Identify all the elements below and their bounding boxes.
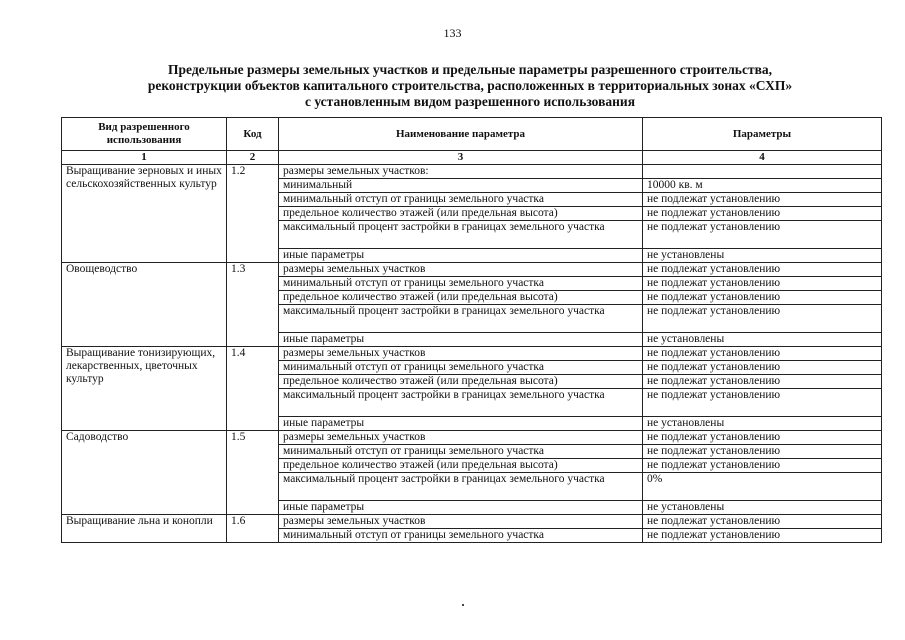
use-type-cell: Выращивание тонизирующих, лекарственных, цветочных культур [62, 347, 227, 431]
param-name-cell: иные параметры [279, 333, 643, 347]
header-param-name: Наименование параметра [279, 118, 643, 151]
param-name-cell: предельное количество этажей (или предельная высота) [279, 459, 643, 473]
param-value-cell: не подлежат установлению [643, 445, 882, 459]
param-name-cell: максимальный процент застройки в границах земельного участка [279, 473, 643, 501]
param-name-cell: размеры земельных участков [279, 263, 643, 277]
column-number: 4 [643, 151, 882, 165]
code-cell: 1.6 [227, 515, 279, 543]
param-value-cell: не подлежат установлению [643, 389, 882, 417]
param-value-cell: не подлежат установлению [643, 207, 882, 221]
param-value-cell: 0% [643, 473, 882, 501]
param-name-cell: предельное количество этажей (или предельная высота) [279, 207, 643, 221]
param-name-cell: минимальный отступ от границы земельного участка [279, 193, 643, 207]
param-name-cell: размеры земельных участков [279, 431, 643, 445]
param-name-cell: максимальный процент застройки в границах земельного участка [279, 389, 643, 417]
header-params: Параметры [643, 118, 882, 151]
parameters-table [61, 117, 882, 543]
use-type-cell: Выращивание льна и конопли [62, 515, 227, 543]
param-value-cell: не подлежат установлению [643, 263, 882, 277]
scan-artifact [462, 604, 464, 606]
param-value-cell: не подлежат установлению [643, 459, 882, 473]
param-name-cell: минимальный отступ от границы земельного участка [279, 529, 643, 543]
param-name-cell: минимальный отступ от границы земельного участка [279, 361, 643, 375]
param-value-cell: не установлены [643, 249, 882, 263]
title-line-2: реконструкции объектов капитального строительства, расположенных в территориальных зонах «СХП» [147, 78, 793, 93]
title-line-1: Предельные размеры земельных участков и предельные параметры разрешенного строительства, [168, 62, 772, 77]
page-number: 133 [443, 26, 462, 40]
param-name-cell: размеры земельных участков [279, 515, 643, 529]
param-name-cell: максимальный процент застройки в границах земельного участка [279, 305, 643, 333]
param-value-cell: не подлежат установлению [643, 305, 882, 333]
param-value-cell: не подлежат установлению [643, 221, 882, 249]
use-type-cell: Овощеводство [62, 263, 227, 347]
param-value-cell: не подлежат установлению [643, 291, 882, 305]
param-name-cell: размеры земельных участков: [279, 165, 643, 179]
param-name-cell: иные параметры [279, 501, 643, 515]
title-line-3: с установленным видом разрешенного использования [304, 94, 636, 109]
param-name-cell: размеры земельных участков [279, 347, 643, 361]
column-number: 1 [62, 151, 227, 165]
param-value-cell: не подлежат установлению [643, 515, 882, 529]
param-name-cell: минимальный отступ от границы земельного участка [279, 277, 643, 291]
table-row [62, 515, 882, 529]
code-cell: 1.4 [227, 347, 279, 431]
param-value-cell: не подлежат установлению [643, 277, 882, 291]
column-number: 2 [227, 151, 279, 165]
table-row [62, 165, 882, 179]
param-value-cell: 10000 кв. м [643, 179, 882, 193]
param-value-cell [643, 165, 882, 179]
param-value-cell: не подлежат установлению [643, 347, 882, 361]
param-value-cell: не установлены [643, 417, 882, 431]
param-value-cell: не установлены [643, 501, 882, 515]
param-name-cell: предельное количество этажей (или предельная высота) [279, 291, 643, 305]
param-value-cell: не подлежат установлению [643, 193, 882, 207]
table-row [62, 263, 882, 277]
param-value-cell: не подлежат установлению [643, 529, 882, 543]
column-number: 3 [279, 151, 643, 165]
param-value-cell: не подлежат установлению [643, 361, 882, 375]
column-number-row [62, 151, 882, 165]
code-cell: 1.2 [227, 165, 279, 263]
param-value-cell: не подлежат установлению [643, 431, 882, 445]
use-type-cell: Выращивание зерновых и иных сельскохозяйственных культур [62, 165, 227, 263]
param-value-cell: не установлены [643, 333, 882, 347]
param-name-cell: минимальный отступ от границы земельного участка [279, 445, 643, 459]
param-name-cell: иные параметры [279, 417, 643, 431]
header-code: Код [227, 118, 279, 151]
param-name-cell: предельное количество этажей (или предельная высота) [279, 375, 643, 389]
table-header-row [62, 118, 882, 151]
table-row [62, 347, 882, 361]
param-name-cell: иные параметры [279, 249, 643, 263]
document-title [60, 62, 880, 110]
use-type-cell: Садоводство [62, 431, 227, 515]
code-cell: 1.3 [227, 263, 279, 347]
header-use-type: Вид разрешенного использования [62, 118, 227, 151]
code-cell: 1.5 [227, 431, 279, 515]
param-name-cell: минимальный [279, 179, 643, 193]
param-name-cell: максимальный процент застройки в границах земельного участка [279, 221, 643, 249]
table-row [62, 431, 882, 445]
param-value-cell: не подлежат установлению [643, 375, 882, 389]
